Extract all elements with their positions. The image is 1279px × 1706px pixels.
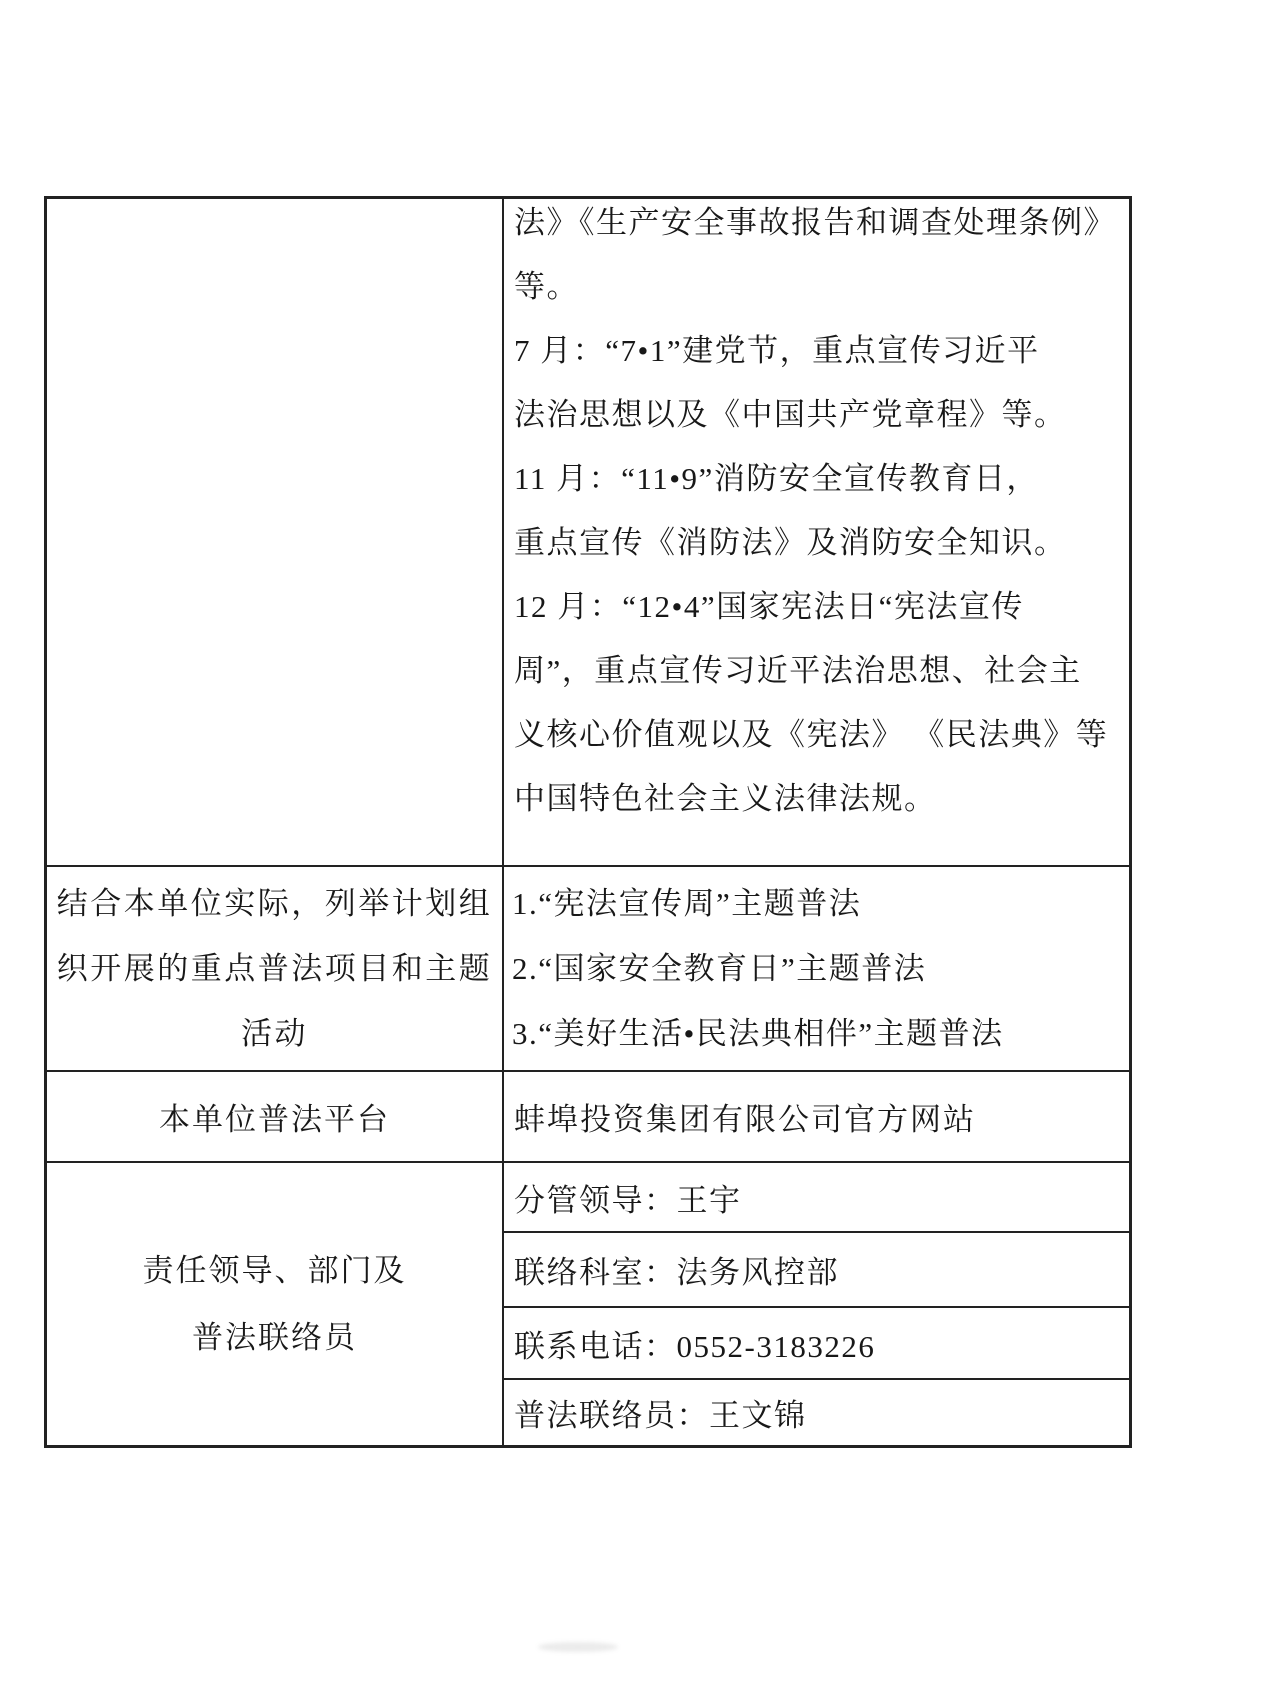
text-line: 11 月：“11•9”消防安全宣传教育日， xyxy=(514,461,1039,496)
text-line: 等。 xyxy=(514,269,579,304)
label-line: 活动 xyxy=(241,1016,308,1051)
field-phone: 联系电话：0552-3183226 xyxy=(504,1306,1129,1378)
responsible-fields-cell xyxy=(504,1163,1129,1445)
platform-label-cell xyxy=(47,1072,504,1161)
label-line: 织开展的重点普法项目和主题 xyxy=(56,951,493,986)
project-item: 1.“宪法宣传周”主题普法 xyxy=(512,886,862,921)
row-platform xyxy=(47,1070,1129,1161)
text-line: 7 月：“7•1”建党节，重点宣传习近平 xyxy=(514,333,1040,368)
row-monthly-plan xyxy=(47,199,1129,865)
key-projects-label-cell xyxy=(47,867,504,1070)
row-responsible xyxy=(47,1161,1129,1445)
project-item: 3.“美好生活•民法典相伴”主题普法 xyxy=(512,1016,1004,1051)
text-line: 周”，重点宣传习近平法治思想、社会主 xyxy=(514,653,1082,688)
monthly-plan-text xyxy=(504,191,1129,831)
key-projects-content-cell xyxy=(504,867,1129,1070)
responsible-label-cell xyxy=(47,1163,504,1445)
scan-artifact xyxy=(538,1642,618,1652)
field-liaison-person: 普法联络员：王文锦 xyxy=(504,1378,1129,1445)
text-line: 中国特色社会主义法律法规。 xyxy=(514,781,937,816)
platform-label: 本单位普法平台 xyxy=(159,1102,390,1137)
platform-value: 蚌埠投资集团有限公司官方网站 xyxy=(514,1102,976,1137)
text-line: 法》《生产安全事故报告和调查处理条例》 xyxy=(514,205,1116,240)
label-line: 普法联络员 xyxy=(192,1320,357,1355)
text-line: 12 月：“12•4”国家宪法日“宪法宣传 xyxy=(514,589,1024,624)
row-key-projects xyxy=(47,865,1129,1070)
text-line: 义核心价值观以及《宪法》 《民法典》等 xyxy=(514,717,1109,752)
text-line: 法治思想以及《中国共产党章程》等。 xyxy=(514,397,1067,432)
monthly-plan-label-cell-empty xyxy=(47,199,504,865)
text-line: 重点宣传《消防法》及消防安全知识。 xyxy=(514,525,1067,560)
monthly-plan-content-cell xyxy=(504,199,1129,865)
field-leader: 分管领导：王宇 xyxy=(514,1182,742,1218)
field-liaison-office: 联络科室：法务风控部 xyxy=(504,1231,1129,1306)
project-item: 2.“国家安全教育日”主题普法 xyxy=(512,951,927,986)
pufa-plan-table xyxy=(44,196,1132,1448)
label-line: 结合本单位实际，列举计划组 xyxy=(56,886,493,921)
label-line: 责任领导、部门及 xyxy=(142,1253,407,1288)
platform-value-cell xyxy=(504,1072,1129,1161)
